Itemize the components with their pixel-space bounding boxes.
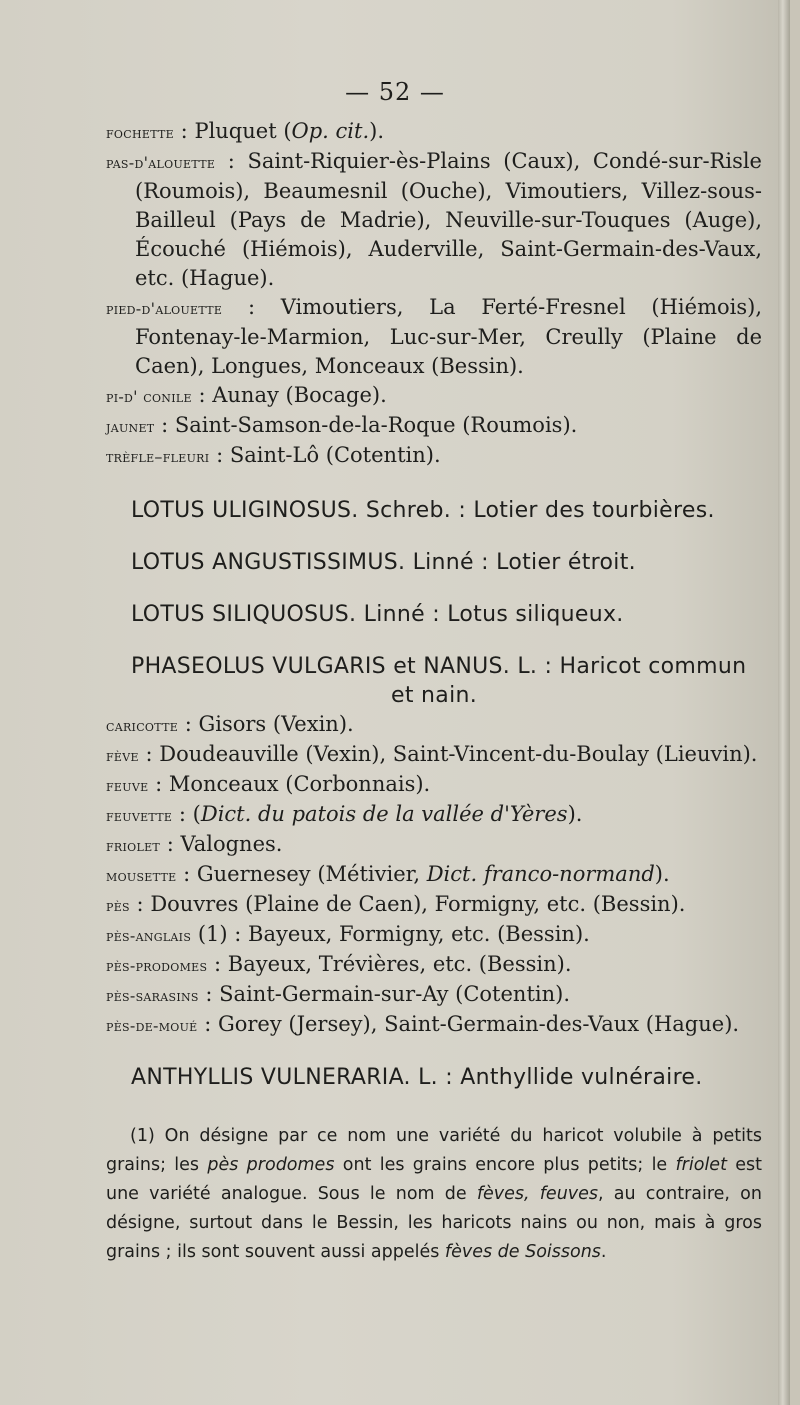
- entry-term: feuvette: [106, 806, 173, 825]
- dialect-entry: trèfle–fleuri : Saint-Lô (Cotentin).: [106, 443, 441, 467]
- dialect-entry: mousette : Guernesey (Métivier, Dict. franco-normand).: [106, 862, 670, 886]
- dialect-entry: fochette : Pluquet (Op. cit.).: [106, 119, 384, 143]
- dialect-entry: pès-sarasins : Saint-Germain-sur-Ay (Cotentin).: [106, 982, 570, 1006]
- entry-list-b: [106, 710, 762, 1040]
- dialect-entry: feuvette : (Dict. du patois de la vallée d'Yères).: [106, 802, 583, 826]
- dialect-entry: feuve : Monceaux (Corbonnais).: [106, 772, 431, 796]
- entry-term: trèfle–fleuri: [106, 447, 210, 466]
- dialect-entry: jaunet : Saint-Samson-de-la-Roque (Roumois).: [106, 413, 578, 437]
- dialect-entry: caricotte : Gisors (Vexin).: [106, 712, 354, 736]
- species-heading-continuation: et nain.: [390, 683, 478, 708]
- dialect-entry: pès-anglais (1) : Bayeux, Formigny, etc. (Bessin).: [106, 922, 590, 946]
- dialect-entry: pès : Douvres (Plaine de Caen), Formigny, etc. (Bessin).: [106, 892, 686, 916]
- entry-term: jaunet: [106, 417, 155, 436]
- dialect-entry: pied-d'alouette : Vimoutiers, La Ferté-Fresnel (Hiémois), Fontenay-le-Marmion, Luc-sur-Mer, Creully (Plaine de Caen), Longues, Monceaux (Bessin).: [106, 295, 762, 378]
- page-edge: [778, 0, 790, 1405]
- entry-term: pas-d'alouette: [106, 153, 216, 172]
- entry-term: pi-d' conile: [106, 387, 192, 406]
- entry-term: caricotte: [106, 716, 179, 735]
- entry-term: fochette: [106, 123, 174, 142]
- entry-term: pès-de-moué: [106, 1016, 198, 1035]
- dialect-entry: pi-d' conile : Aunay (Bocage).: [106, 383, 387, 407]
- footnote: [106, 1122, 762, 1267]
- dialect-entry: fève : Doudeauville (Vexin), Saint-Vincent-du-Boulay (Lieuvin).: [106, 742, 758, 766]
- dialect-entry: pès-de-moué : Gorey (Jersey), Saint-Germain-des-Vaux (Hague).: [106, 1012, 740, 1036]
- page-content: [106, 117, 762, 1267]
- species-heading: LOTUS ULIGINOSUS. Schreb. : Lotier des tourbières.: [131, 498, 715, 523]
- entry-term: pès-anglais: [106, 926, 192, 945]
- entry-list-a: [106, 117, 762, 471]
- entry-term: fève: [106, 746, 139, 765]
- species-heading: LOTUS ANGUSTISSIMUS. Linné : Lotier étroit.: [131, 550, 636, 575]
- entry-term: pès-prodomes: [106, 956, 208, 975]
- page-number: — 52 —: [345, 78, 445, 106]
- entry-term: mousette: [106, 866, 177, 885]
- entry-term: pied-d'alouette: [106, 299, 223, 318]
- species-heading: LOTUS SILIQUOSUS. Linné : Lotus siliqueux.: [131, 602, 624, 627]
- dialect-entry: friolet : Valognes.: [106, 832, 283, 856]
- entry-term: friolet: [106, 836, 161, 855]
- species-heading: PHASEOLUS VULGARIS et NANUS. L. : Haricot commun: [131, 654, 747, 679]
- entry-term: pès: [106, 896, 130, 915]
- entry-term: pès-sarasins: [106, 986, 199, 1005]
- dialect-entry: pès-prodomes : Bayeux, Trévières, etc. (Bessin).: [106, 952, 572, 976]
- footnote-text: (1) On désigne par ce nom une variété du haricot volubile à petits grains; les pès prodomes ont les grains encore plus petits; le friolet est une variété analogue. Sous le nom de fèves, feuves, au contraire, on désigne, surtout dans le Bessin, les haricots nains ou non, mais à gros grains ; ils sont souvent aussi appelés fèves de Soissons.: [106, 1126, 762, 1262]
- dialect-entry: pas-d'alouette : Saint-Riquier-ès-Plains (Caux), Condé-sur-Risle (Roumois), Beaumesnil (Ouche), Vimoutiers, Villez-sous-Bailleul (Pays de Madrie), Neuville-sur-Touques (Auge), Écouché (Hiémois), Auderville, Saint-Germain-des-Vaux, etc. (Hague).: [106, 149, 762, 290]
- species-heading: ANTHYLLIS VULNERARIA. L. : Anthyllide vulnéraire.: [131, 1065, 703, 1090]
- entry-term: feuve: [106, 776, 149, 795]
